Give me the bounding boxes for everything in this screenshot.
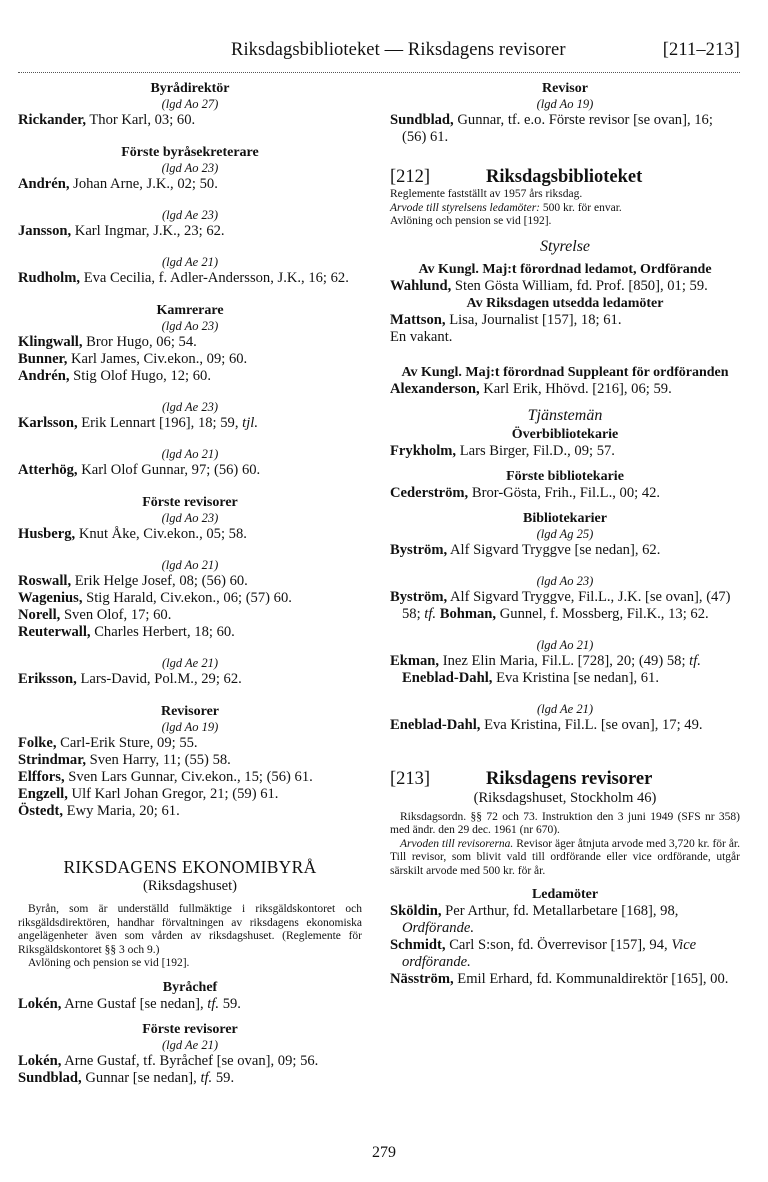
- running-head: [18, 40, 740, 68]
- byrachef-heading: Byråchef: [162, 979, 218, 995]
- entry-name: Andrén,: [18, 368, 70, 384]
- directory-entry: [18, 223, 362, 240]
- pay-grade: (lgd Ae 23): [161, 400, 218, 414]
- directory-entry: [18, 351, 362, 368]
- header-rule: [18, 72, 740, 73]
- spacer: [18, 129, 362, 144]
- entry-text: Bror Hugo, 06; 54.: [82, 334, 197, 350]
- riksdag-ledamoter-list: [390, 312, 740, 346]
- arvode-note: [390, 202, 740, 216]
- entry-text: Karl James, Civ.ekon., 09; 60.: [67, 351, 248, 367]
- entry-name: Östedt,: [18, 803, 63, 819]
- pay-grade: (lgd Ae 21): [161, 255, 218, 269]
- ekonomibyra-pay-note: Avlöning och pension se vid [192].: [28, 957, 190, 969]
- entry-name: Roswall,: [18, 573, 72, 589]
- directory-entry: [18, 590, 362, 607]
- entry-text: Sven Lars Gunnar, Civ.ekon., 15; (56) 61.: [64, 769, 313, 785]
- directory-entry: [390, 653, 740, 687]
- arvode-text: Revisor äger åtnjuta arvode med 3,720 kr. för år. Till revisor, som blivit vald till ordförande eller vice ordförande, utgår särskilt arvode med 500 kr. för år.: [390, 837, 740, 877]
- entry-abbrev: tf.: [200, 1069, 213, 1086]
- directory-entry: [390, 971, 740, 988]
- section-number: [213]: [390, 768, 431, 789]
- entry-name: Reuterwall,: [18, 624, 91, 640]
- directory-entry: [18, 769, 362, 786]
- section-title: Riksdagsbiblioteket: [486, 167, 643, 187]
- entry-name: Frykholm,: [390, 442, 457, 459]
- directory-entry: [18, 752, 362, 769]
- spacer: [18, 287, 362, 302]
- entry-text: Gunnar, tf. e.o. Förste revisor [se ovan], 16; (56) 61.: [402, 112, 713, 145]
- directory-entry: [390, 903, 740, 937]
- entry-text: Knut Åke, Civ.ekon., 05; 58.: [75, 526, 247, 542]
- pay-grade: (lgd Ao 23): [536, 573, 594, 588]
- entry-text: Gunnar [se nedan],: [81, 1069, 201, 1086]
- entry-text: Per Arthur, fd. Metallarbetare [168], 98,: [441, 903, 679, 919]
- page-number: 279: [372, 1144, 396, 1161]
- entry-abbrev: tf.: [424, 605, 437, 622]
- entry-text: Inez Elin Maria, Fil.L. [728], 20; (49) 58;: [439, 652, 690, 669]
- entry-name: Eneblad-Dahl,: [402, 669, 493, 686]
- entry-name: Lokén,: [18, 995, 62, 1012]
- directory-entry: [390, 542, 740, 559]
- entry-name: Alexanderson,: [390, 380, 480, 397]
- directory-entry: [18, 112, 362, 129]
- directory-entry: [18, 607, 362, 624]
- arvode-label: Arvoden till revisorerna.: [400, 837, 514, 850]
- section-number: [212]: [390, 167, 431, 187]
- section-213-subtitle: (Riksdagshuset, Stockholm 46): [473, 789, 657, 806]
- pay-grade: (lgd Ao 21): [536, 637, 594, 652]
- entry-text: En vakant.: [390, 328, 453, 345]
- entry-abbrev: tjl.: [242, 415, 258, 431]
- entry-text: Erik Lennart [196], 18; 59,: [77, 415, 243, 431]
- section-213-arvode: [390, 838, 740, 879]
- spacer: [390, 559, 740, 574]
- entry-text-after: 59.: [219, 995, 241, 1012]
- section-213-heading: [390, 768, 740, 790]
- entry-name: Engzell,: [18, 786, 68, 802]
- directory-entry: [18, 803, 362, 820]
- entry-name: Rickander,: [18, 112, 86, 128]
- directory-entry: [18, 368, 362, 385]
- entry-text-after: 59.: [212, 1069, 235, 1086]
- staff-groups: [18, 80, 362, 820]
- entry-text: Karl Ingmar, J.K., 23; 62.: [71, 223, 225, 239]
- spacer: [18, 240, 362, 255]
- pay-grade: (lgd Ao 23): [161, 161, 219, 175]
- ledamoter-heading: Ledamöter: [531, 887, 599, 902]
- pay-grade: (lgd Ae 21): [161, 1037, 218, 1052]
- entry-name: Cederström,: [390, 484, 469, 501]
- entry-name: Husberg,: [18, 526, 76, 542]
- directory-entry: [18, 462, 362, 479]
- directory-entry: [18, 1053, 362, 1070]
- position-heading: Revisorer: [160, 704, 220, 719]
- entry-text: Charles Herbert, 18; 60.: [90, 624, 235, 640]
- directory-entry: [18, 786, 362, 803]
- position-heading: Byrådirektör: [150, 81, 230, 96]
- directory-entry: [390, 717, 740, 734]
- entry-name: Elffors,: [18, 769, 65, 785]
- position-heading: Förste byråsekreterare: [121, 145, 259, 160]
- directory-entry: [18, 270, 362, 287]
- entry-text: Stig Harald, Civ.ekon., 06; (57) 60.: [82, 590, 292, 606]
- pay-grade: (lgd Ao 23): [161, 319, 219, 333]
- arvode-label: Arvode till styrelsens ledamöter:: [390, 201, 540, 214]
- entry-name: Karlsson,: [18, 415, 78, 431]
- entry-text: Stig Olof Hugo, 12; 60.: [69, 368, 211, 384]
- entry-abbrev: Vice ordförande.: [402, 937, 697, 970]
- pay-grade: (lgd Ao 27): [161, 97, 219, 111]
- directory-entry: [390, 589, 740, 623]
- entry-name: Sköldin,: [390, 903, 442, 919]
- ekonomibyra-revisor-list: [18, 1053, 362, 1087]
- spacer: [390, 687, 740, 702]
- entry-text-after: Eva Kristina [se nedan], 61.: [492, 669, 659, 686]
- entry-name: Folke,: [18, 735, 57, 751]
- entry-text: Sten Gösta William, fd. Prof. [850], 01; 59.: [451, 277, 708, 294]
- section-title: Riksdagens revisorer: [486, 768, 653, 789]
- styrelse-heading: Styrelse: [539, 237, 591, 255]
- revisor-heading: Revisor: [542, 81, 588, 96]
- entry-text: Emil Erhard, fd. Kommunaldirektör [165], 00.: [453, 971, 729, 987]
- entry-name: Sundblad,: [18, 1069, 82, 1086]
- entry-text: Carl-Erik Sture, 09; 55.: [56, 735, 198, 751]
- pay-note: Avlöning och pension se vid [192].: [390, 215, 552, 227]
- entry-name: Wahlund,: [390, 277, 452, 294]
- spacer: [18, 688, 362, 703]
- directory-entry: [18, 176, 362, 193]
- entry-text: Karl Erik, Hhövd. [216], 06; 59.: [479, 380, 672, 397]
- overbibliotekarie-entry: [390, 443, 740, 460]
- directory-entry: [390, 312, 740, 329]
- entry-text: Eva Kristina, Fil.L. [se ovan], 17; 49.: [480, 716, 703, 733]
- bibliotekarier-list: [390, 527, 740, 734]
- entry-text: Ulf Karl Johan Gregor, 21; (59) 61.: [67, 786, 279, 802]
- entry-name: Atterhög,: [18, 462, 78, 478]
- entry-name: Schmidt,: [390, 937, 446, 953]
- kungl-ledamot-heading: Av Kungl. Maj:t förordnad ledamot, Ordförande: [418, 261, 712, 277]
- riksdag-ledamoter-heading: Av Riksdagen utsedda ledamöter: [466, 295, 664, 311]
- entry-text: Alf Sigvard Tryggve [se nedan], 62.: [447, 541, 661, 558]
- spacer: [18, 543, 362, 558]
- position-heading: Kamrerare: [156, 303, 224, 318]
- entry-abbrev: tf.: [207, 995, 220, 1012]
- entry-name: Bunner,: [18, 351, 68, 367]
- forste-bibliotekarie-entry: [390, 485, 740, 502]
- entry-name: Strindmar,: [18, 752, 86, 768]
- entry-text: Carl S:son, fd. Överrevisor [157], 94,: [445, 937, 672, 953]
- entry-name: Andrén,: [18, 176, 70, 192]
- entry-text: Lars Birger, Fil.D., 09; 57.: [456, 442, 615, 459]
- kungl-ledamot-entry: [390, 278, 740, 295]
- entry-text: Lars-David, Pol.M., 29; 62.: [76, 671, 242, 687]
- entry-text: Arne Gustaf [se nedan],: [61, 995, 208, 1012]
- entry-text: Erik Helge Josef, 08; (56) 60.: [71, 573, 248, 589]
- entry-name: Jansson,: [18, 223, 72, 239]
- pay-grade: (lgd Ae 21): [536, 701, 593, 716]
- entry-name: Byström,: [390, 588, 448, 605]
- entry-name: Ekman,: [390, 652, 440, 669]
- spacer: [390, 623, 740, 638]
- tjanstemam-heading: Tjänstemän: [527, 406, 603, 424]
- ekonomibyra-description: Byrån, som är underställd fullmäktige i riksgäldskontoret och riksgäldsdirektören, handhar förvaltningen av riksdagens ekonomiska angelägenheter även som vården av riksdagshuset. (Reglemente för Riksgäldskontoret §§ 3 och 9.): [18, 903, 362, 956]
- pay-grade: (lgd Ae 21): [161, 656, 218, 670]
- directory-entry: [18, 526, 362, 543]
- entry-name: Rudholm,: [18, 270, 81, 286]
- entry-name: Bohman,: [436, 605, 497, 622]
- position-heading: Förste revisorer: [142, 495, 238, 510]
- spacer: [18, 193, 362, 208]
- entry-text: Sven Harry, 11; (55) 58.: [85, 752, 231, 768]
- section-213-regulation: Riksdagsordn. §§ 72 och 73. Instruktion den 3 juni 1949 (SFS nr 358) med ändr. den 29 dec. 1961 (nr 670).: [390, 810, 740, 836]
- pay-grade: (lgd Ao 23): [161, 511, 219, 525]
- bibliotekarier-heading: Bibliotekarier: [523, 510, 607, 526]
- entry-text: Thor Karl, 03; 60.: [85, 112, 196, 128]
- pay-grade: (lgd Ag 25): [536, 526, 594, 541]
- pay-grade: (lgd Ae 23): [161, 208, 218, 222]
- entry-name: Norell,: [18, 607, 61, 623]
- entry-name: Wagenius,: [18, 590, 83, 606]
- entry-text: Arne Gustaf, tf. Byråchef [se ovan], 09; 56.: [61, 1052, 319, 1069]
- entry-text: Eva Cecilia, f. Adler-Andersson, J.K., 16; 62.: [80, 270, 349, 286]
- entry-abbrev: Ordförande.: [402, 920, 475, 936]
- revisor-entry: [390, 112, 740, 146]
- directory-entry: [18, 624, 362, 641]
- spacer: [18, 479, 362, 494]
- directory-entry: [18, 735, 362, 752]
- directory-entry: [18, 1070, 362, 1087]
- ekonomibyra-subtitle: (Riksdagshuset): [142, 878, 238, 894]
- arvode-value: 500 kr. för envar.: [540, 201, 622, 214]
- directory-entry: [390, 937, 740, 971]
- entry-name: Eneblad-Dahl,: [390, 716, 481, 733]
- entry-name: Klingwall,: [18, 334, 83, 350]
- entry-name: Mattson,: [390, 311, 446, 328]
- entry-name: Sundblad,: [390, 112, 454, 128]
- entry-text: Alf Sigvard Tryggve, Fil.L., J.K. [se ovan], (47) 58;: [402, 588, 731, 622]
- pay-grade: (lgd Ao 21): [161, 447, 219, 461]
- spacer: [18, 432, 362, 447]
- forste-revisorer-heading: Förste revisorer: [142, 1021, 238, 1037]
- spacer: [18, 385, 362, 400]
- entry-text: Ewy Maria, 20; 61.: [63, 803, 180, 819]
- ledamoter-list: [390, 903, 740, 988]
- directory-entry: [18, 415, 362, 432]
- forste-bibliotekarie-heading: Förste bibliotekarie: [506, 468, 624, 484]
- entry-name: Näsström,: [390, 971, 454, 987]
- byrachef-entry: [18, 996, 362, 1013]
- suppleant-heading: Av Kungl. Maj:t förordnad Suppleant för ordföranden: [401, 364, 729, 380]
- running-head-section-range: [211–213]: [662, 40, 740, 60]
- spacer: [18, 641, 362, 656]
- entry-text: Karl Olof Gunnar, 97; (56) 60.: [77, 462, 261, 478]
- directory-entry: [18, 334, 362, 351]
- directory-entry: [18, 573, 362, 590]
- directory-entry: [390, 329, 740, 346]
- ekonomibyra-title: RIKSDAGENS EKONOMIBYRÅ: [63, 857, 317, 877]
- entry-text: Bror-Gösta, Frih., Fil.L., 00; 42.: [468, 484, 661, 501]
- entry-text: Sven Olof, 17; 60.: [60, 607, 172, 623]
- section-212-heading: [390, 166, 740, 188]
- entry-name: Lokén,: [18, 1052, 62, 1069]
- entry-text: Johan Arne, J.K., 02; 50.: [69, 176, 218, 192]
- entry-abbrev: tf.: [689, 652, 701, 669]
- pay-grade: (lgd Ao 19): [161, 720, 219, 734]
- right-column: [390, 80, 740, 988]
- reglemente-note: Reglemente fastställt av 1957 års riksdag.: [390, 188, 583, 200]
- running-head-title: Riksdagsbiblioteket — Riksdagens revisorer: [231, 40, 566, 60]
- directory-entry: [18, 671, 362, 688]
- overbibliotekarie-heading: Överbibliotekarie: [511, 426, 619, 442]
- suppleant-entry: [390, 381, 740, 398]
- entry-text-after: Gunnel, f. Mossberg, Fil.K., 13; 62.: [496, 605, 709, 622]
- entry-name: Byström,: [390, 541, 448, 558]
- entry-name: Eriksson,: [18, 671, 77, 687]
- pay-grade: (lgd Ao 19): [536, 97, 594, 111]
- pay-grade: (lgd Ao 21): [161, 558, 219, 572]
- entry-text: Lisa, Journalist [157], 18; 61.: [445, 311, 622, 328]
- left-column: [18, 80, 362, 1087]
